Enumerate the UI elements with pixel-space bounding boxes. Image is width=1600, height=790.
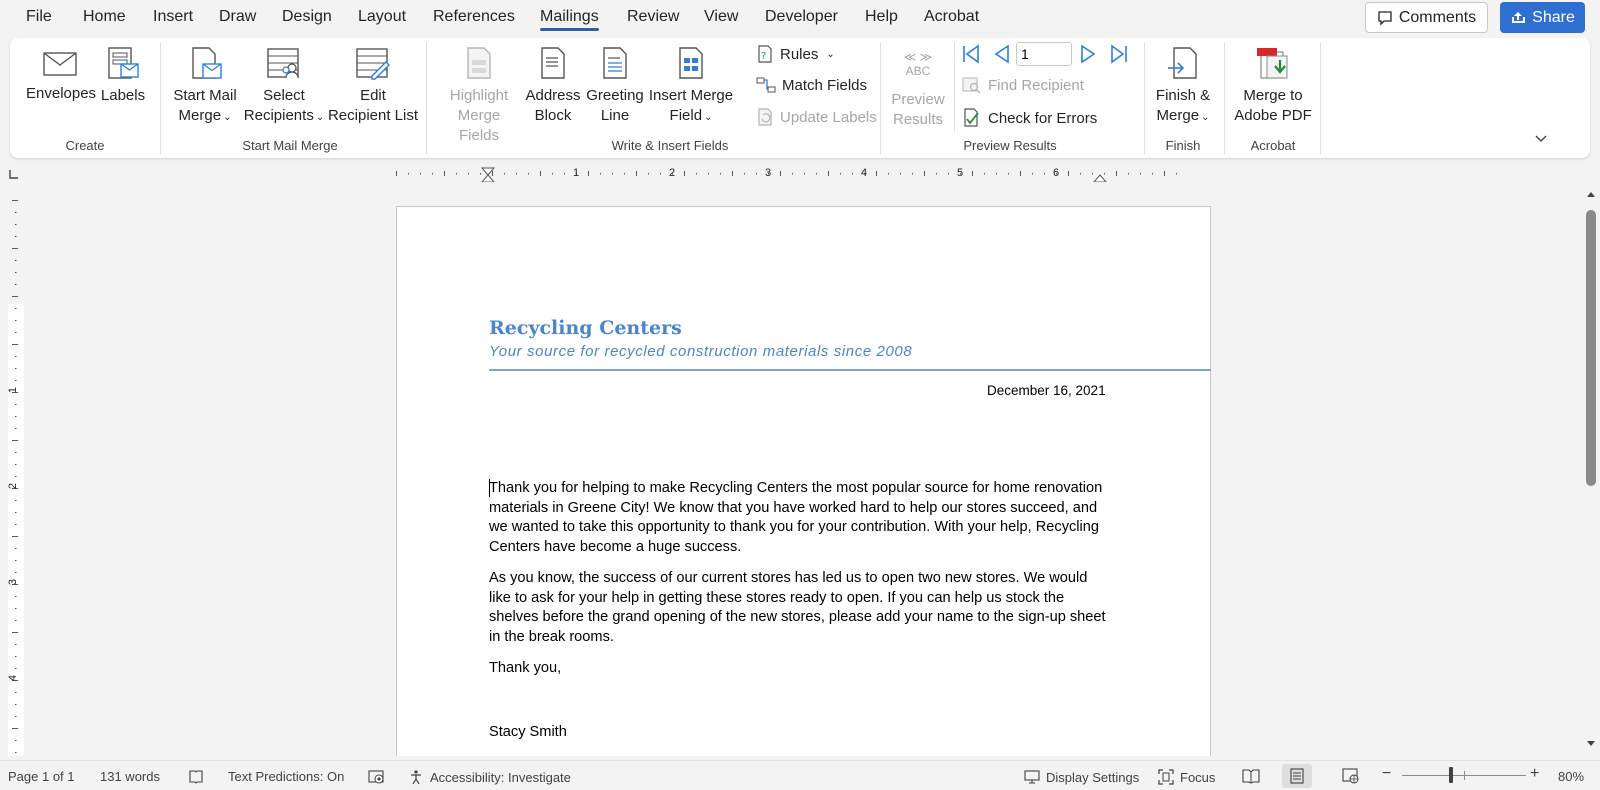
greeting-line-line2: Line: [600, 107, 630, 124]
document-date[interactable]: December 16, 2021: [987, 383, 1106, 398]
address-block-button[interactable]: [522, 46, 584, 126]
document-title[interactable]: Recycling Centers: [489, 317, 682, 339]
ruler-tick: [540, 171, 541, 176]
vruler-number: 4: [7, 674, 20, 682]
start-merge-icon: [187, 46, 223, 82]
ruler-number: 4: [861, 167, 868, 179]
print-layout-button[interactable]: [1282, 764, 1312, 788]
zoom-slider-thumb[interactable]: [1449, 767, 1453, 783]
display-settings-label: Display Settings: [1046, 769, 1140, 785]
highlight-line2: Merge Fields: [457, 107, 501, 144]
share-button[interactable]: [1500, 2, 1585, 33]
zoom-out-icon[interactable]: −: [1382, 765, 1392, 782]
tab-file[interactable]: File: [26, 8, 52, 25]
word-count[interactable]: 131 words: [100, 769, 160, 784]
ruler-tick: [1020, 171, 1021, 176]
ruler-tick: [732, 171, 733, 176]
ruler-number: 2: [669, 167, 676, 179]
tab-insert[interactable]: Insert: [153, 8, 194, 25]
address-block-line1: Address: [525, 87, 581, 104]
ruler-tick: [15, 428, 17, 429]
ruler-tick: [1080, 173, 1081, 175]
ruler-tick: [912, 173, 913, 175]
tab-mailings[interactable]: Mailings: [540, 8, 599, 25]
ruler-number: 5: [957, 167, 964, 179]
ruler-tick: [888, 173, 889, 175]
update-labels-icon: [756, 108, 774, 126]
ruler-tick: [15, 596, 17, 597]
ruler-tick: [1008, 173, 1009, 175]
page-count[interactable]: Page 1 of 1: [8, 769, 75, 784]
ruler-tick: [15, 512, 17, 513]
title-underline: [489, 369, 1211, 371]
check-errors-icon: [962, 108, 982, 128]
start-merge-line2: Merge: [178, 107, 222, 124]
rules-label: Rules: [780, 45, 819, 63]
ruler-tick: [12, 296, 18, 297]
rules-button[interactable]: [756, 45, 835, 63]
ruler-tick: [924, 171, 925, 176]
ruler-tick: [612, 173, 613, 175]
ruler-tick: [15, 464, 17, 465]
scrollbar-thumb[interactable]: [1586, 210, 1596, 486]
ruler-tick: [684, 171, 685, 176]
macro-icon: [368, 769, 386, 785]
ruler-tick: [948, 173, 949, 175]
insert-field-line1: Insert Merge: [648, 87, 734, 104]
ruler-tick: [444, 171, 445, 176]
finish-group-label: Finish: [1165, 138, 1201, 153]
update-labels-button[interactable]: [756, 108, 877, 126]
tab-developer[interactable]: Developer: [765, 8, 838, 25]
scroll-up-icon[interactable]: [1586, 190, 1596, 198]
greeting-line-button[interactable]: [582, 46, 648, 126]
zoom-level[interactable]: 80%: [1558, 769, 1585, 784]
paragraph[interactable]: As you know, the success of our current stores has led us to open two new stores. We would like to ask for your help in getting these stores ready to open. If you can help us stock the shelves before the grand opening of the new stores, please add your name to the sign-up sheet in the break rooms.: [489, 570, 1106, 645]
greeting-line-icon: [598, 46, 632, 82]
match-fields-icon: [756, 76, 776, 94]
ruler-tick: [1152, 173, 1153, 175]
previous-record-icon[interactable]: [992, 44, 1012, 64]
rules-icon: [756, 45, 774, 63]
preview-abc-icon: ≪ ≫ ABC: [903, 50, 933, 78]
ruler-tick: [15, 452, 17, 453]
read-mode-icon[interactable]: [1242, 768, 1260, 784]
ruler-tick: [396, 171, 397, 176]
signature[interactable]: Stacy Smith: [489, 724, 567, 740]
ruler-tick: [1116, 171, 1117, 176]
ruler-tick: [636, 171, 637, 176]
tab-selector-icon[interactable]: [8, 168, 20, 180]
greeting-line-line1: Greeting: [586, 87, 644, 104]
ruler-tick: [972, 171, 973, 176]
ruler-tick: [564, 173, 565, 175]
select-recipients-line2: Recipients: [243, 107, 314, 124]
ruler-tick: [15, 320, 17, 321]
tab-references[interactable]: References: [433, 8, 515, 25]
ruler-tick: [12, 248, 18, 249]
select-recipients-line1: Select: [263, 87, 305, 104]
ruler-tick: [15, 356, 17, 357]
ruler-tick: [15, 332, 17, 333]
ruler-tick: [15, 416, 17, 417]
tab-home[interactable]: Home: [83, 8, 126, 25]
ruler-tick: [15, 644, 17, 645]
ruler-tick: [15, 740, 17, 741]
accessibility-status[interactable]: [408, 769, 571, 785]
ruler-tick: [15, 560, 17, 561]
display-settings[interactable]: [1024, 769, 1139, 785]
ruler-tick: [1068, 171, 1069, 176]
highlight-fields-icon: [462, 46, 496, 82]
ruler-tick: [588, 171, 589, 176]
ruler-tick: [600, 173, 601, 175]
highlight-merge-fields-button[interactable]: [436, 46, 522, 146]
adobe-pdf-icon: [1253, 46, 1293, 82]
vruler-number: 1: [7, 386, 20, 394]
find-recipient-icon: [962, 76, 982, 94]
ruler-tick: [552, 173, 553, 175]
separator: [426, 42, 427, 154]
menu-bar: [0, 0, 1600, 36]
focus-mode[interactable]: [1158, 769, 1215, 785]
ruler-tick: [456, 173, 457, 175]
focus-icon: [1158, 769, 1174, 785]
paragraph[interactable]: Thank you for helping to make Recycling Centers the most popular source for home renovation materials in Greene City! We know that you have worked hard to help our stores succeed, and we wanted to take this opportunity to thank you for your contribution. With your help, Recycling Centers have become a huge success.: [489, 480, 1103, 555]
merge-to-adobe-pdf-button[interactable]: [1230, 46, 1316, 126]
highlight-line1: Highlight: [449, 87, 509, 104]
last-record-icon[interactable]: [1108, 44, 1130, 64]
ruler-tick: [1164, 171, 1165, 176]
separator: [954, 42, 955, 132]
envelopes-button[interactable]: [26, 48, 97, 104]
ruler-tick: [15, 404, 17, 405]
tab-acrobat[interactable]: Acrobat: [924, 8, 980, 25]
ruler-tick: [15, 752, 17, 753]
check-errors-label: Check for Errors: [988, 109, 1098, 127]
ruler-tick: [528, 173, 529, 175]
ruler-tick: [648, 173, 649, 175]
finish-merge-icon: [1166, 46, 1200, 82]
ruler-tick: [828, 171, 829, 176]
select-recipients-button[interactable]: [242, 46, 326, 128]
focus-label: Focus: [1180, 769, 1216, 785]
next-record-icon[interactable]: [1078, 44, 1098, 64]
document-page[interactable]: [396, 206, 1211, 756]
insert-merge-field-button[interactable]: [648, 46, 734, 128]
tab-view[interactable]: View: [704, 8, 739, 25]
chevron-down-icon: ⌄: [315, 112, 325, 123]
finish-merge-button[interactable]: [1150, 46, 1216, 128]
edit-list-line1: Edit: [360, 87, 386, 104]
ruler-tick: [15, 716, 17, 717]
create-group-label: Create: [65, 138, 105, 153]
ruler-number: 3: [765, 167, 772, 179]
acrobat-line1: Merge to: [1243, 87, 1303, 104]
labels-icon: [105, 46, 141, 82]
ruler-tick: [720, 173, 721, 175]
separator: [880, 42, 881, 154]
acrobat-line2: Adobe PDF: [1234, 107, 1312, 124]
ruler-tick: [15, 308, 17, 309]
preview-abc-text: ABC: [905, 64, 931, 78]
tab-help[interactable]: Help: [865, 8, 898, 25]
envelope-icon: [42, 48, 78, 80]
ruler-tick: [15, 692, 17, 693]
chevron-down-icon: ⌄: [1201, 112, 1210, 123]
comments-button[interactable]: [1365, 2, 1488, 33]
ruler-tick: [936, 173, 937, 175]
ruler-tick: [12, 440, 18, 441]
share-label: Share: [1532, 8, 1575, 26]
preview-line1: Preview: [891, 91, 945, 108]
proofing-status[interactable]: [188, 769, 204, 785]
write-insert-group-label: Write & Insert Fields: [611, 138, 729, 153]
separator: [1320, 42, 1321, 154]
ruler-tick: [15, 656, 17, 657]
tab-review[interactable]: Review: [627, 8, 680, 25]
find-recipient-label: Find Recipient: [988, 76, 1084, 94]
accessibility-icon: [408, 769, 424, 785]
ruler-tick: [756, 173, 757, 175]
vertical-scrollbar[interactable]: [1582, 186, 1600, 756]
ruler-tick: [1032, 173, 1033, 175]
share-icon: [1510, 10, 1526, 26]
tab-layout[interactable]: Layout: [358, 8, 407, 25]
comments-label: Comments: [1398, 8, 1477, 26]
horizontal-ruler[interactable]: [396, 166, 1208, 182]
chevron-down-icon: ⌄: [223, 112, 232, 123]
ruler-tick: [15, 608, 17, 609]
ruler-tick: [1092, 173, 1093, 175]
preview-results-button[interactable]: [888, 46, 948, 130]
address-block-line2: Block: [534, 107, 572, 124]
ruler-tick: [624, 173, 625, 175]
ruler-tick: [12, 536, 18, 537]
zoom-in-icon[interactable]: +: [1530, 765, 1540, 782]
edit-list-line2: Recipient List: [327, 107, 419, 124]
separator: [160, 42, 161, 154]
vertical-ruler-ticks: [8, 196, 24, 756]
ruler-tick: [15, 224, 17, 225]
ruler-tick: [432, 173, 433, 175]
ruler-tick: [900, 173, 901, 175]
zoom-center-mark: [1464, 771, 1465, 780]
find-recipient-button[interactable]: [962, 76, 1084, 94]
ruler-tick: [792, 173, 793, 175]
vruler-number: 2: [7, 482, 20, 490]
tab-draw[interactable]: Draw: [219, 8, 257, 25]
ruler-number: 1: [573, 167, 580, 179]
ruler-tick: [15, 380, 17, 381]
ruler-tick: [15, 236, 17, 237]
record-number-input[interactable]: [1016, 42, 1072, 66]
vruler-number: 3: [7, 578, 20, 586]
start-mail-merge-button[interactable]: [168, 46, 242, 128]
ruler-tick: [468, 173, 469, 175]
match-fields-label: Match Fields: [782, 76, 868, 94]
macro-recording[interactable]: [368, 769, 386, 785]
ruler-tick: [660, 173, 661, 175]
ruler-tick: [504, 173, 505, 175]
ruler-tick: [1176, 173, 1177, 175]
ruler-tick: [780, 171, 781, 176]
tab-design[interactable]: Design: [282, 8, 332, 25]
comment-icon: [1377, 10, 1393, 26]
ruler-tick: [876, 171, 877, 176]
closing[interactable]: Thank you,: [489, 660, 562, 676]
ruler-tick: [852, 173, 853, 175]
select-recipients-icon: [265, 46, 303, 82]
ruler-tick: [1128, 173, 1129, 175]
vertical-ruler[interactable]: [8, 196, 24, 756]
ruler-tick: [492, 171, 493, 176]
labels-label: Labels: [100, 87, 146, 104]
ruler-tick: [1044, 173, 1045, 175]
ruler-tick: [15, 620, 17, 621]
ruler-tick: [696, 173, 697, 175]
ruler-tick: [480, 173, 481, 175]
ruler-tick: [15, 668, 17, 669]
first-record-icon[interactable]: [960, 44, 982, 64]
ruler-tick: [15, 476, 17, 477]
accessibility-label: Accessibility: Investigate: [430, 769, 571, 785]
scroll-down-icon[interactable]: [1586, 740, 1596, 748]
book-check-icon: [188, 769, 204, 785]
separator: [1144, 42, 1145, 154]
start-merge-line1: Start Mail: [173, 87, 237, 104]
ruler-tick: [804, 173, 805, 175]
chevron-down-icon: ⌄: [704, 112, 713, 123]
edit-recipient-list-button[interactable]: [326, 46, 420, 126]
ruler-number: 6: [1053, 167, 1060, 179]
monitor-icon: [1024, 769, 1040, 785]
insert-field-icon: [674, 46, 708, 82]
ruler-tick: [708, 173, 709, 175]
insert-field-line2: Field: [669, 107, 703, 124]
acrobat-group-label: Acrobat: [1250, 138, 1296, 153]
ruler-tick: [15, 212, 17, 213]
ruler-tick: [15, 272, 17, 273]
ruler-tick: [816, 173, 817, 175]
ruler-tick: [12, 632, 18, 633]
print-layout-icon: [1290, 768, 1304, 784]
preview-line2: Results: [892, 111, 944, 128]
preview-group-label: Preview Results: [963, 138, 1057, 153]
ruler-tick: [15, 368, 17, 369]
address-block-icon: [536, 46, 570, 82]
labels-button[interactable]: [98, 46, 148, 106]
ruler-tick: [15, 284, 17, 285]
ruler-tick: [420, 173, 421, 175]
ruler-tick: [984, 173, 985, 175]
separator: [1224, 42, 1225, 154]
ruler-tick: [15, 500, 17, 501]
ruler-tick: [12, 344, 18, 345]
match-fields-button[interactable]: [756, 76, 867, 94]
ruler-tick: [15, 572, 17, 573]
web-layout-icon[interactable]: [1342, 768, 1360, 784]
ruler-tick: [15, 524, 17, 525]
status-bar: [0, 760, 1600, 790]
ruler-tick: [1140, 173, 1141, 175]
start-mail-merge-group-label: Start Mail Merge: [242, 138, 338, 153]
ribbon: [10, 38, 1590, 158]
finish-line1: Finish &: [1155, 87, 1211, 104]
chevron-down-icon: ⌄: [826, 48, 835, 60]
ruler-tick: [12, 200, 18, 201]
envelopes-label: Envelopes: [26, 85, 97, 102]
check-for-errors-button[interactable]: [962, 108, 1097, 128]
ruler-tick: [408, 173, 409, 175]
ruler-tick: [15, 260, 17, 261]
ruler-tick: [840, 173, 841, 175]
document-subtitle[interactable]: Your source for recycled construction materials since 2008: [489, 343, 913, 360]
document-area[interactable]: [30, 186, 1582, 756]
ruler-tick: [744, 173, 745, 175]
ruler-tick: [996, 173, 997, 175]
finish-line2: Merge: [1156, 107, 1200, 124]
ruler-tick: [1104, 173, 1105, 175]
edit-list-icon: [354, 46, 392, 82]
svg-text:?: ?: [761, 51, 767, 62]
collapse-ribbon-icon[interactable]: [1534, 134, 1548, 144]
ruler-ticks: [396, 166, 1208, 182]
ruler-tick: [516, 173, 517, 175]
text-predictions[interactable]: Text Predictions: On: [228, 769, 345, 784]
ruler-tick: [15, 704, 17, 705]
ruler-tick: [15, 548, 17, 549]
update-labels-label: Update Labels: [780, 108, 877, 126]
ruler-tick: [12, 728, 18, 729]
